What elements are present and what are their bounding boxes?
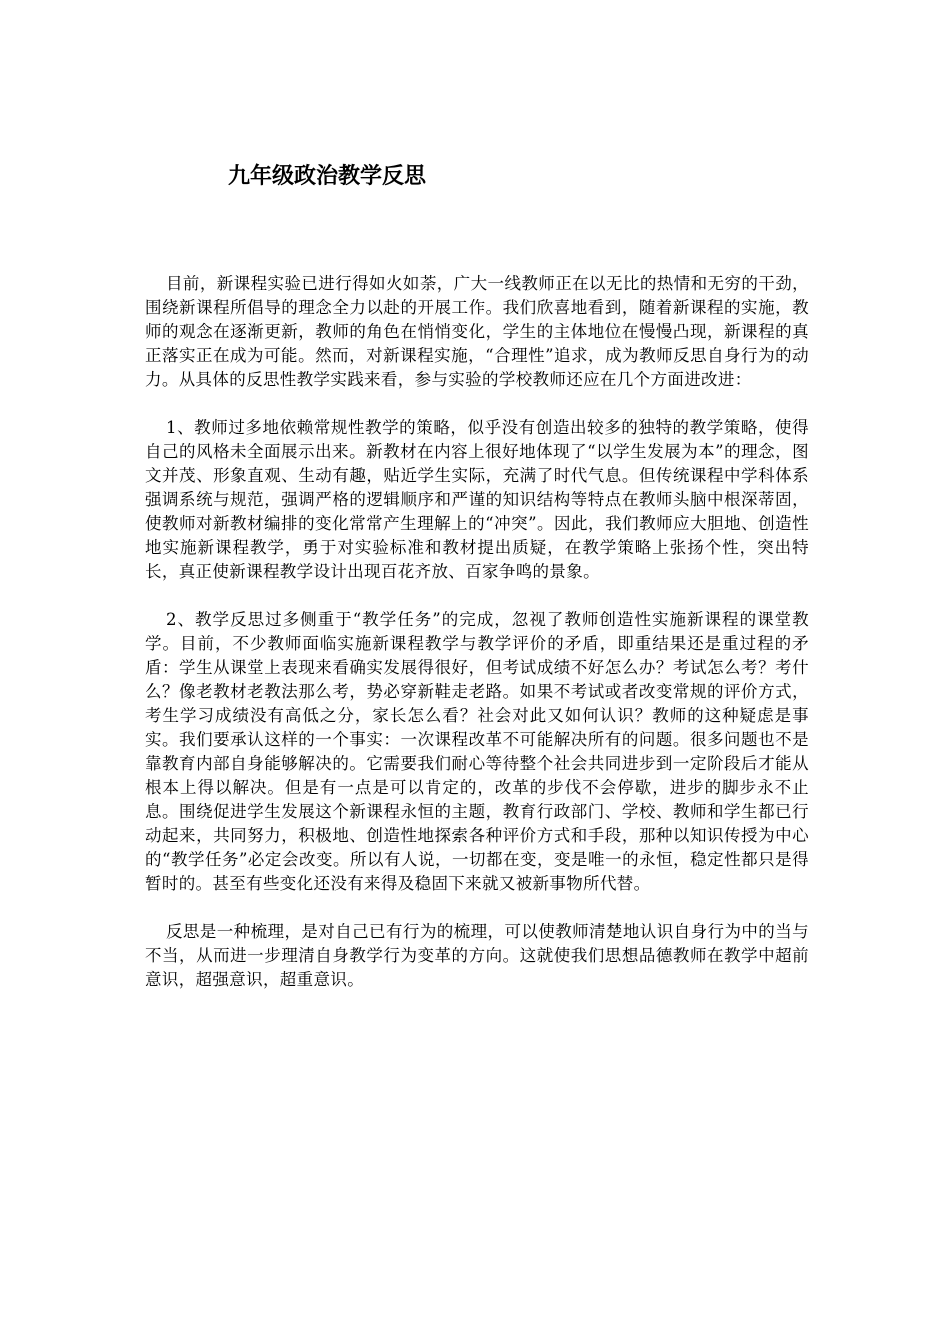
document-body [145, 272, 809, 1016]
document-title: 九年级政治教学反思 [228, 164, 427, 189]
paragraph-conclusion: 反思是一种梳理，是对自己已有行为的梳理，可以使教师清楚地认识自身行为中的当与不当，从而进一步理清自身教学行为变革的方向。这就使我们思想品德教师在教学中超前意识，超强意识，超重意识。 [145, 922, 809, 989]
paragraph-intro: 目前，新课程实验已进行得如火如荼，广大一线教师正在以无比的热情和无穷的干劲，围绕新课程所倡导的理念全力以赴的开展工作。我们欣喜地看到，随着新课程的实施，教师的观念在逐渐更新，教师的角色在悄悄变化，学生的主体地位在慢慢凸现，新课程的真正落实正在成为可能。然而，对新课程实施，“合理性”追求，成为教师反思自身行为的动力。从具体的反思性教学实践来看，参与实验的学校教师还应在几个方面进改进： [145, 274, 809, 389]
paragraph-point-2: 2、教学反思过多侧重于“教学任务”的完成，忽视了教师创造性实施新课程的课堂教学。目前，不少教师面临实施新课程教学与教学评价的矛盾，即重结果还是重过程的矛盾：学生从课堂上表现来看确实发展得很好，但考试成绩不好怎么办？考试怎么考？考什么？像老教材老教法那么考，势必穿新鞋走老路。如果不考试或者改变常规的评价方式，考生学习成绩没有高低之分，家长怎么看？社会对此又如何认识？教师的这种疑虑是事实。我们要承认这样的一个事实：一次课程改革不可能解决所有的问题。很多问题也不是靠教育内部自身能够解决的。它需要我们耐心等待整个社会共同进步到一定阶段后才能从根本上得以解决。但是有一点是可以肯定的，改革的步伐不会停歇，进步的脚步永不止息。围绕促进学生发展这个新课程永恒的主题，教育行政部门、学校、教师和学生都已行动起来，共同努力，积极地、创造性地探索各种评价方式和手段，那种以知识传授为中心的“教学任务”必定会改变。所以有人说，一切都在变，变是唯一的永恒，稳定性都只是得暂时的。甚至有些变化还没有来得及稳固下来就又被新事物所代替。 [145, 610, 809, 893]
paragraph-point-1: 1、教师过多地依赖常规性教学的策略，似乎没有创造出较多的独特的教学策略，使得自己的风格未全面展示出来。新教材在内容上很好地体现了“以学生发展为本”的理念，图文并茂、形象直观、生动有趣，贴近学生实际，充满了时代气息。但传统课程中学科体系强调系统与规范，强调严格的逻辑顺序和严谨的知识结构等特点在教师头脑中根深蒂固，使教师对新教材编排的变化常常产生理解上的“冲突”。因此，我们教师应大胆地、创造性地实施新课程教学，勇于对实验标准和教材提出质疑，在教学策略上张扬个性，突出特长，真正使新课程教学设计出现百花齐放、百家争鸣的景象。 [145, 418, 809, 581]
